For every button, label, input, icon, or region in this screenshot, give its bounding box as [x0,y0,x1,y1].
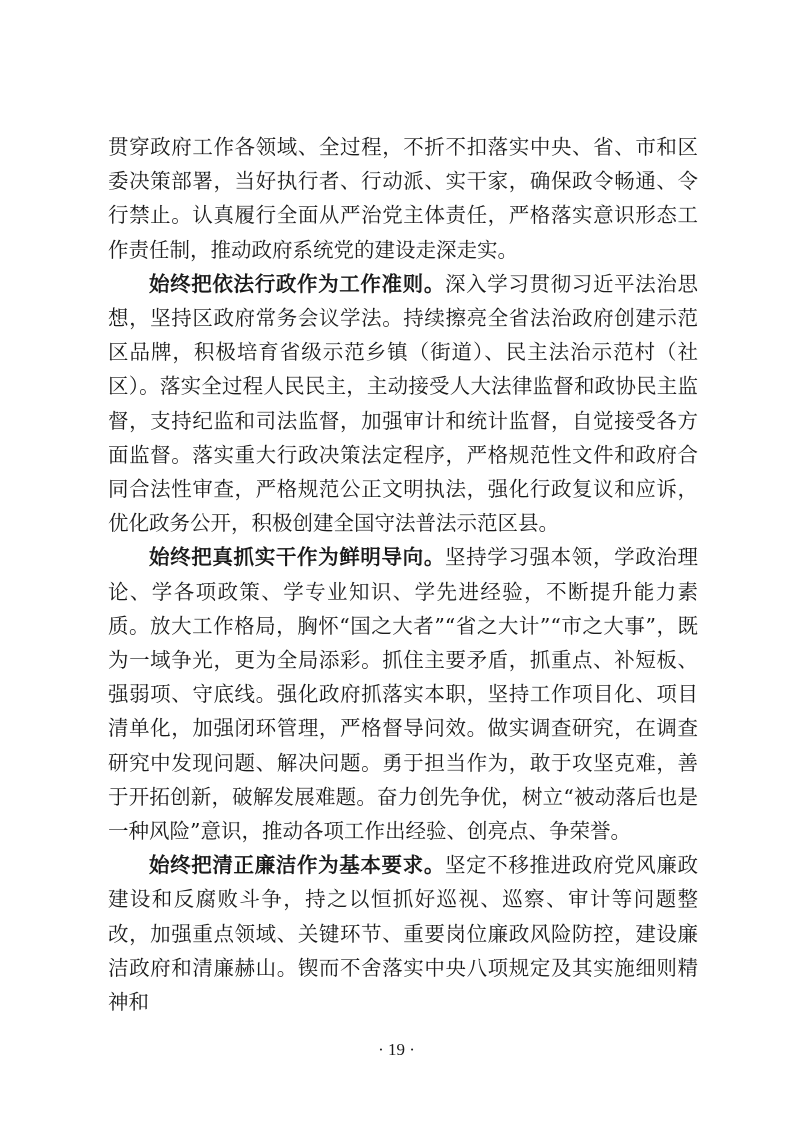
paragraph-body: 贯穿政府工作各领域、全过程，不折不扣落实中央、省、市和区委决策部署，当好执行者、行动派、实干家，确保政令畅通、令行禁止。认真履行全面从严治党主体责任，严格落实意识形态工作责任制，推动政府系统党的建设走深走实。 [108,135,698,262]
paragraph-heading: 始终把清正廉洁作为基本要求。 [149,853,445,878]
paragraph-practical-work [108,540,698,848]
paragraph-continuation [108,130,698,267]
paragraph-heading: 始终把真抓实干作为鲜明导向。 [149,545,445,570]
paragraph-rule-of-law [108,267,698,541]
body-text [108,130,698,1019]
paragraph-integrity [108,848,698,1019]
paragraph-body: 坚定不移推进政府党风廉政建设和反腐败斗争，持之以恒抓好巡视、巡察、审计等问题整改，加强重点领域、关键环节、重要岗位廉政风险防控，建设廉洁政府和清廉赫山。锲而不舍落实中央八项规定及其实施细则精神和 [108,853,699,1015]
page-number: · 19 · [378,1040,415,1059]
paragraph-heading: 始终把依法行政作为工作准则。 [149,271,445,296]
paragraph-body: 深入学习贯彻习近平法治思想，坚持区政府常务会议学法。持续擦亮全省法治政府创建示范区品牌，积极培育省级示范乡镇（街道）、民主法治示范村（社区）。落实全过程人民民主，主动接受人大法律监督和政协民主监督，支持纪监和司法监督，加强审计和统计监督，自觉接受各方面监督。落实重大行政决策法定程序，严格规范性文件和政府合同合法性审查，严格规范公正文明执法，强化行政复议和应诉，优化政务公开，积极创建全国守法普法示范区县。 [108,271,699,536]
paragraph-body: 坚持学习强本领，学政治理论、学各项政策、学专业知识、学先进经验，不断提升能力素质。放大工作格局，胸怀“国之大者”“省之大计”“市之大事”，既为一域争光，更为全局添彩。抓住主要矛盾，抓重点、补短板、强弱项、守底线。强化政府抓落实本职，坚持工作项目化、项目清单化，加强闭环管理，严格督导问效。做实调查研究，在调查研究中发现问题、解决问题。勇于担当作为，敢于攻坚克难，善于开拓创新，破解发展难题。奋力创先争优，树立“被动落后也是一种风险”意识，推动各项工作出经验、创亮点、争荣誉。 [108,545,699,844]
